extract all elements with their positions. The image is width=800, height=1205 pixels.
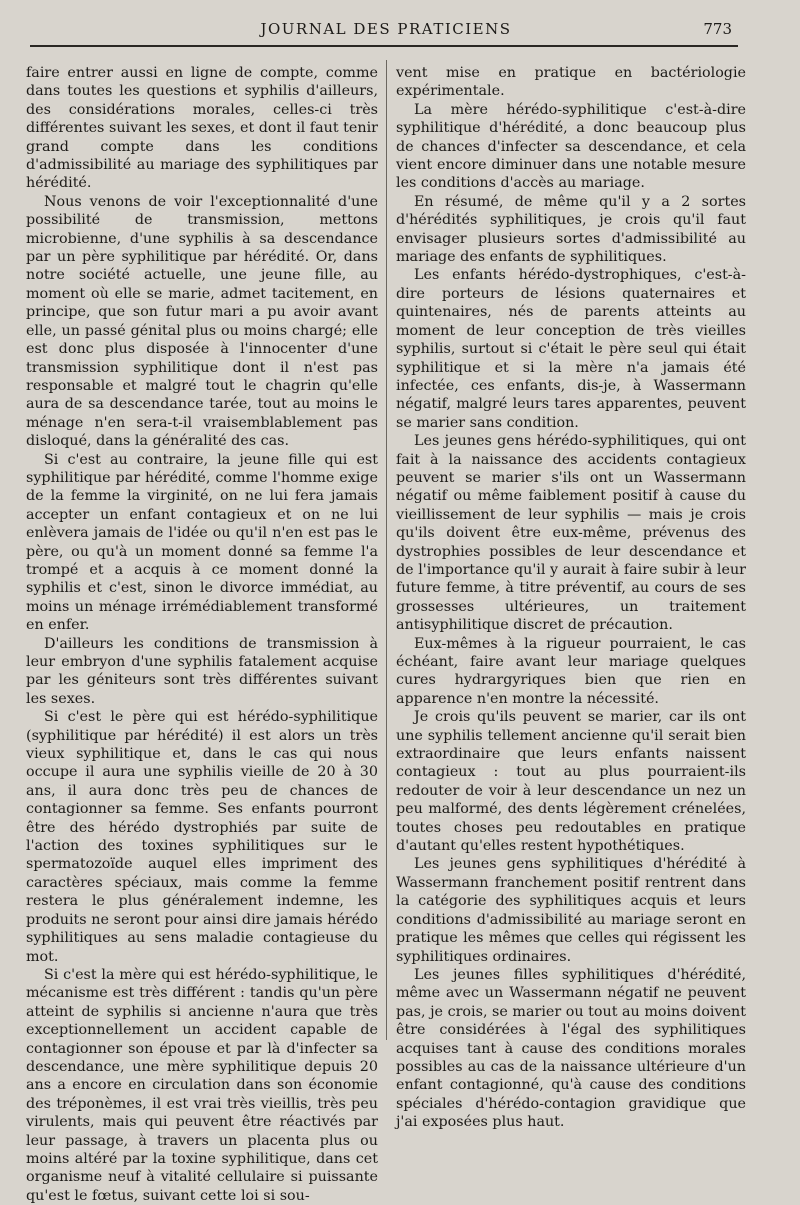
paragraph: Si c'est le père qui est hérédo-syphilitique (syphilitique par hérédité) il est alors un très vieux syphilitique et, dans le cas qui nous occupe il aura une syphilis vieille de 20 à 30 ans, il aura donc très peu de chances de contagionner sa femme. Ses enfants pourront être des hérédo dystrophiés par suite de l'action des toxines syphilitiques sur le spermatozoïde auquel elles impriment des caractères spéciaux, mais comme la femme restera le plus généralement indemne, les produits ne seront pour ainsi dire jamais hérédo syphilitiques au sens maladie contagieuse du mot. (26, 709, 378, 965)
running-title: JOURNAL DES PRATICIENS (260, 20, 512, 38)
page-header (40, 20, 732, 44)
column-divider (386, 60, 387, 1040)
header-rule (30, 45, 738, 47)
paragraph: D'ailleurs les conditions de transmission à leur embryon d'une syphilis fatalement acquise par les géniteurs sont très différentes suivant les sexes. (26, 635, 378, 707)
paragraph: Nous venons de voir l'exceptionnalité d'une possibilité de transmission, mettons microbienne, d'une syphilis à sa descendance par un père syphilitique par hérédité. Or, dans notre société actuelle, une jeune fille, au moment où elle se marie, admet tacitement, en principe, que son futur mari a pu avoir avant elle, un passé génital plus ou moins chargé; elle est donc plus disposée à l'innocenter d'une transmission syphilitique dont il n'est pas responsable et malgré tout le chagrin qu'elle aura de sa descendance tarée, tout au moins le ménage n'en sera-t-il vraisemblablement pas disloqué, dans la généralité des cas. (26, 193, 378, 450)
paragraph: Si c'est au contraire, la jeune fille qui est syphilitique par hérédité, comme l'homme exige de la femme la virginité, on ne lui fera jamais accepter un enfant contagieux et on ne lui enlèvera jamais de l'idée ou qu'il n'en est pas le père, ou qu'à un moment donné sa femme l'a trompé et a acquis à ce moment donné la syphilis et c'est, sinon le divorce immédiat, au moins un ménage irrémédiablement transformé en enfer. (26, 451, 378, 634)
paragraph: Les jeunes gens syphilitiques d'hérédité à Wassermann franchement positif rentrent dans la catégorie des syphilitiques acquis et leurs conditions d'admissibilité au mariage seront en pratique les mêmes que celles qui régissent les syphilitiques ordinaires. (396, 856, 746, 965)
paragraph: En résumé, de même qu'il y a 2 sortes d'hérédités syphilitiques, je crois qu'il faut envisager plusieurs sortes d'admissibilité au mariage des enfants de syphilitiques. (396, 193, 746, 266)
paragraph: La mère hérédo-syphilitique c'est-à-dire syphilitique d'hérédité, a donc beaucoup plus de chances d'infecter sa descendance, et cela vient encore diminuer dans une notable mesure les conditions d'accès au mariage. (396, 101, 746, 192)
paragraph: Eux-mêmes à la rigueur pourraient, le cas échéant, faire avant leur mariage quelques cures hydrargyriques bien que rien en apparence n'en montre la nécessité. (396, 635, 746, 707)
paragraph: Je crois qu'ils peuvent se marier, car ils ont une syphilis tellement ancienne qu'il serait bien extraordinaire que leurs enfants naissent contagieux : tout au plus pourraient-ils redouter de voir à leur descendance un nez un peu malformé, des dents légèrement crénelées, toutes choses peu redoutables en pratique d'autant qu'elles restent hypothétiques. (396, 709, 746, 855)
paragraph: vent mise en pratique en bactériologie expérimentale. (396, 65, 746, 100)
left-column (26, 64, 378, 1205)
paragraph: Les enfants hérédo-dystrophiques, c'est-à-dire porteurs de lésions quaternaires et quintenaires, nés de parents atteints au moment de leur conception de très vieilles syphilis, surtout si c'était le père seul qui était syphilitique et si la mère n'a jamais été infectée, ces enfants, dis-je, à Wassermann négatif, malgré leurs tares apparentes, peuvent se marier sans condition. (396, 267, 746, 431)
paragraph: Si c'est la mère qui est hérédo-syphilitique, le mécanisme est très différent : tandis qu'un père atteint de syphilis si ancienne n'aura que très exceptionnellement un accident capable de contagionner son épouse et par là d'infecter sa descendance, une mère syphilitique depuis 20 ans a encore en circulation dans son économie des tréponèmes, il est vrai très vieillis, très peu virulents, mais qui peuvent être réactivés par leur passage, à travers un placenta plus ou moins altéré par la toxine syphilitique, dans cet organisme neuf à vitalité cellulaire si puissante qu'est le fœtus, suivant cette loi si sou- (26, 966, 378, 1204)
right-column (396, 64, 746, 1132)
page-number: 773 (703, 20, 732, 38)
paragraph: faire entrer aussi en ligne de compte, comme dans toutes les questions et syphilis d'ailleurs, des considérations morales, celles-ci très différentes suivant les sexes, et dont il faut tenir grand compte dans les conditions d'admissibilité au mariage des syphilitiques par hérédité. (26, 65, 378, 192)
paragraph: Les jeunes filles syphilitiques d'hérédité, même avec un Wassermann négatif ne peuvent pas, je crois, se marier ou tout au moins doivent être considérées à l'égal des syphilitiques acquises tant à cause des conditions morales possibles au cas de la naissance ultérieure d'un enfant contagionné, qu'à cause des conditions spéciales d'hérédo-contagion gravidique que j'ai exposées plus haut. (396, 966, 746, 1131)
paragraph: Les jeunes gens hérédo-syphilitiques, qui ont fait à la naissance des accidents contagieux peuvent se marier s'ils ont un Wassermann négatif ou même faiblement positif à cause du vieillissement de leur syphilis — mais je crois qu'ils doivent être eux-même, prévenus des dystrophies possibles de leur descendance et de l'importance qu'il y aurait à faire subir à leur future femme, à titre préventif, au cours de ses grossesses ultérieures, un traitement antisyphilitique discret de précaution. (396, 433, 746, 634)
